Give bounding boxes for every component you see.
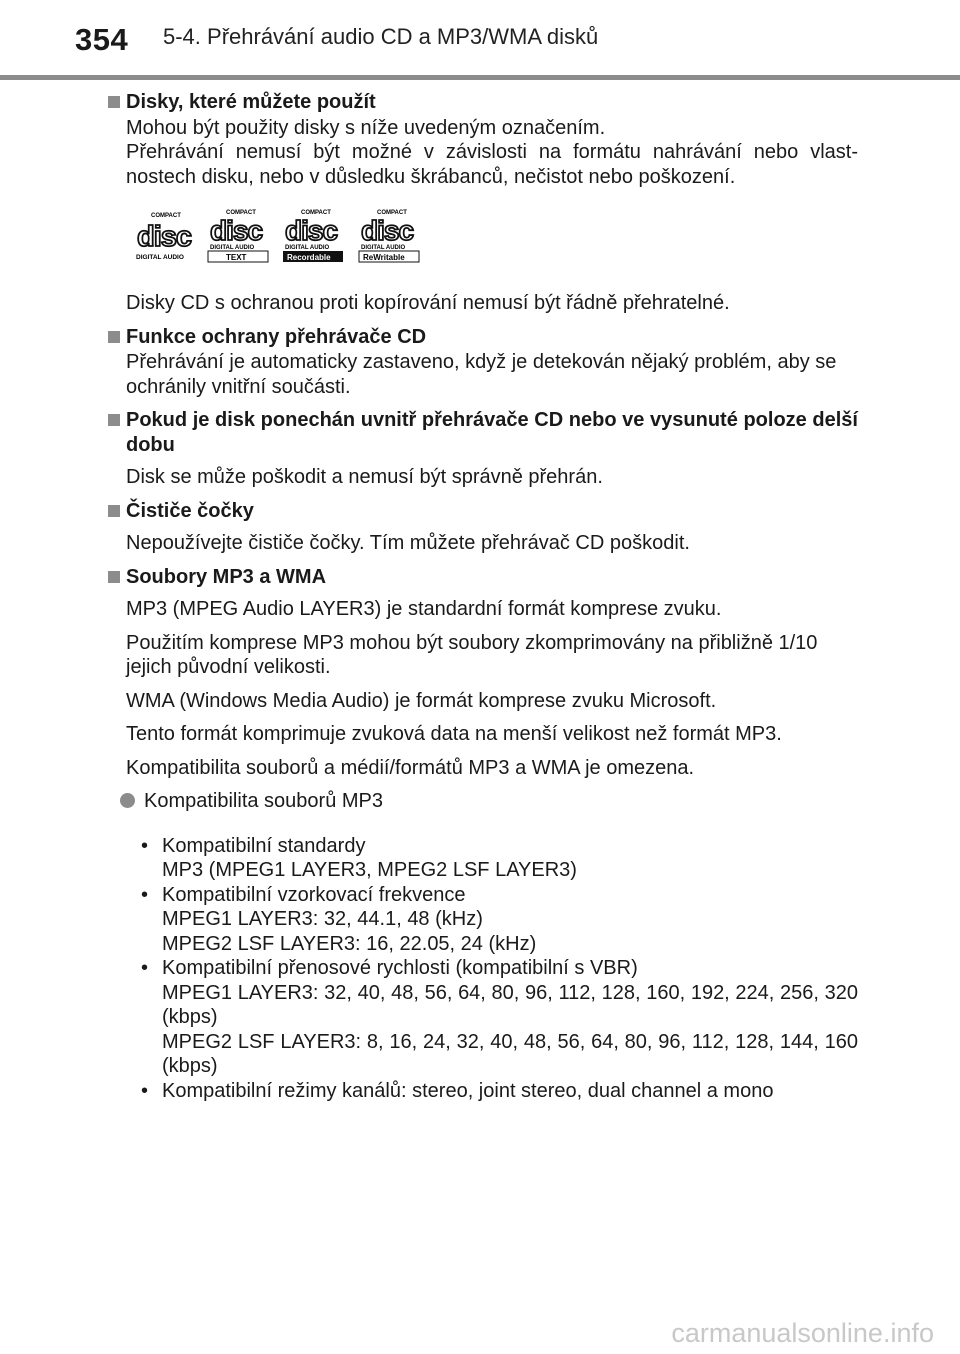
paragraph-text: Nepoužívejte čističe čočky. Tím můžete přehrávač CD poškodit. (126, 532, 690, 554)
section-heading-protection (106, 325, 858, 350)
section-heading-cleaners (106, 499, 858, 524)
paragraph (106, 531, 858, 556)
section-heading-left-disk (106, 408, 858, 457)
dot-bullet: • (141, 957, 149, 979)
paragraph (106, 465, 858, 490)
svg-text:COMPACT: COMPACT (301, 210, 331, 216)
heading-text: Funkce ochrany přehrávače CD (126, 325, 427, 348)
heading-text: Disky, které můžete použít (126, 91, 376, 113)
list-item-line: MPEG2 LSF LAYER3: 8, 16, 24, 32, 40, 48, 56, 64, 80, 96, 112, 128, 144, 160 (kbps) (162, 1030, 858, 1077)
svg-text:DIGITAL AUDIO: DIGITAL AUDIO (210, 245, 255, 251)
list-item (141, 834, 858, 883)
list-item-title: Kompatibilní přenosové rychlosti (kompatibilní s VBR) (162, 957, 638, 979)
list-item-title: Kompatibilní vzorkovací frekvence (162, 883, 466, 906)
list-item-line: MPEG1 LAYER3: 32, 40, 48, 56, 64, 80, 96, 112, 128, 160, 192, 224, 256, 320 (kbps) (162, 981, 858, 1028)
compact-disc-digital-audio-logo (131, 207, 195, 265)
dot-bullet: • (141, 1079, 149, 1102)
watermark: carmanualsonline.info (671, 1318, 934, 1348)
paragraph-text: Použitím komprese MP3 mohou být soubory zkomprimovány na přibližně 1/10 jejich původní velikosti. (126, 631, 818, 678)
paragraph-text: Disk se může poškodit a nemusí být správně přehrán. (126, 466, 603, 488)
square-bullet-icon (108, 414, 120, 426)
paragraph (106, 597, 858, 622)
svg-text:DIGITAL AUDIO: DIGITAL AUDIO (136, 254, 184, 261)
svg-text:DIGITAL AUDIO: DIGITAL AUDIO (361, 245, 406, 251)
section-title: 5-4. Přehrávání audio CD a MP3/WMA disků (163, 24, 599, 49)
compact-disc-recordable-logo (281, 207, 345, 265)
svg-text:DIGITAL AUDIO: DIGITAL AUDIO (285, 245, 330, 251)
header-divider (0, 75, 960, 80)
paragraph (106, 631, 858, 680)
dot-bullet: • (141, 834, 149, 857)
svg-text:disc: disc (137, 221, 192, 253)
paragraph (106, 350, 858, 399)
svg-text:ReWritable: ReWritable (363, 253, 405, 262)
paragraph-text: Přehrávání je automaticky zastaveno, když je detekován nějaký problém, aby se ochránily vnitřní součásti. (126, 351, 837, 398)
mp3-compatibility-list (141, 834, 858, 1104)
square-bullet-icon (108, 331, 120, 343)
page-content (106, 90, 858, 1123)
paragraph (106, 722, 858, 747)
svg-text:COMPACT: COMPACT (151, 213, 181, 219)
square-bullet-icon (108, 96, 120, 108)
section-heading-disks (106, 90, 858, 115)
square-bullet-icon (108, 505, 120, 517)
square-bullet-icon (108, 571, 120, 583)
paragraph (106, 756, 858, 781)
svg-text:disc: disc (210, 215, 263, 246)
heading-text: Soubory MP3 a WMA (126, 565, 327, 588)
list-item-title: Kompatibilní režimy kanálů: stereo, joint stereo, dual channel a mono (162, 1079, 774, 1102)
compact-disc-text-logo (206, 207, 270, 265)
paragraph-text: Disky CD s ochranou proti kopírování nemusí být řádně přehratelné. (126, 292, 730, 314)
page-number: 354 (75, 22, 129, 57)
svg-text:COMPACT: COMPACT (377, 210, 407, 216)
dot-bullet: • (141, 883, 149, 906)
svg-text:Recordable: Recordable (287, 253, 331, 262)
paragraph-text: MP3 (MPEG Audio LAYER3) je standardní formát komprese zvuku. (126, 598, 722, 620)
svg-text:COMPACT: COMPACT (226, 210, 256, 216)
bullet-heading-text: Kompatibilita souborů MP3 (144, 790, 384, 812)
list-item (141, 956, 858, 1079)
paragraph (106, 116, 858, 190)
list-item-title: Kompatibilní standardy (162, 834, 366, 857)
round-bullet-icon (120, 793, 135, 808)
heading-text: Čističe čočky (126, 499, 254, 522)
mp3-compatibility-heading (120, 789, 858, 814)
paragraph (106, 291, 858, 316)
page-header (0, 0, 960, 80)
paragraph-text: Kompatibilita souborů a médií/formátů MP3 a WMA je omezena. (126, 756, 695, 779)
section-heading-mp3-wma (106, 565, 858, 590)
paragraph (106, 689, 858, 714)
paragraph-text: Mohou být použity disky s níže uvedeným označením. (126, 116, 606, 139)
heading-text: Pokud je disk ponechán uvnitř přehrávače CD nebo ve vysunuté poloze delší dobu (126, 409, 858, 456)
list-item-line: MPEG2 LSF LAYER3: 16, 22.05, 24 (kHz) (162, 932, 537, 955)
list-item-line: MPEG1 LAYER3: 32, 44.1, 48 (kHz) (162, 908, 483, 930)
compact-disc-rewritable-logo (357, 207, 421, 265)
paragraph-text: Tento formát komprimuje zvuková data na menší velikost než formát MP3. (126, 723, 782, 745)
paragraph-text: WMA (Windows Media Audio) je formát komprese zvuku Microsoft. (126, 689, 717, 712)
list-item (141, 883, 858, 957)
disc-logos (106, 207, 858, 273)
svg-text:disc: disc (361, 215, 414, 246)
list-item-line: MP3 (MPEG1 LAYER3, MPEG2 LSF LAYER3) (162, 859, 577, 881)
svg-text:TEXT: TEXT (226, 253, 247, 262)
paragraph-text: Přehrávání nemusí být možné v závislosti na formátu nahrávání nebo vlast-nostech disku, nebo v důsledku škrábanců, nečistot nebo poškození. (126, 141, 858, 188)
svg-text:disc: disc (285, 215, 338, 246)
list-item (141, 1079, 858, 1104)
